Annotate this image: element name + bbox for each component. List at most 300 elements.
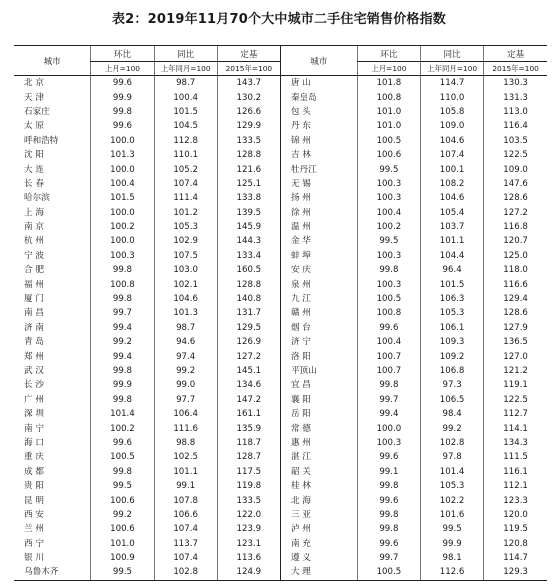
header-fixed-right: 定基 [484, 46, 547, 62]
mom-value-cell: 100.6 [91, 493, 154, 507]
mom-value-cell: 100.3 [357, 177, 420, 191]
yoy-value-cell: 105.3 [421, 306, 484, 320]
table-row [14, 177, 547, 191]
header-yoy-base-left: 上年同月=100 [154, 62, 217, 76]
city-name-cell: 大 理 [280, 565, 357, 580]
yoy-value-cell: 104.5 [154, 119, 217, 133]
table-row [14, 493, 547, 507]
yoy-value-cell: 106.5 [421, 393, 484, 407]
yoy-value-cell: 107.4 [154, 522, 217, 536]
mom-value-cell: 101.8 [357, 76, 420, 91]
yoy-value-cell: 110.1 [154, 148, 217, 162]
mom-value-cell: 100.2 [357, 220, 420, 234]
city-name-cell: 烟 台 [280, 321, 357, 335]
header-yoy-right: 同比 [421, 46, 484, 62]
fixed-value-cell: 127.2 [484, 206, 547, 220]
mom-value-cell: 99.5 [91, 565, 154, 580]
table-row [14, 522, 547, 536]
city-name-cell: 牡丹江 [280, 162, 357, 176]
table-row [14, 508, 547, 522]
yoy-value-cell: 98.7 [154, 76, 217, 91]
mom-value-cell: 100.9 [91, 551, 154, 565]
city-name-cell: 北 海 [280, 493, 357, 507]
header-mom-base-left: 上月=100 [91, 62, 154, 76]
city-name-cell: 南 充 [280, 537, 357, 551]
fixed-value-cell: 123.1 [217, 537, 280, 551]
header-yoy-left: 同比 [154, 46, 217, 62]
mom-value-cell: 100.3 [357, 277, 420, 291]
fixed-value-cell: 134.6 [217, 378, 280, 392]
city-name-cell: 大 连 [24, 164, 44, 175]
city-name-cell: 常 德 [280, 421, 357, 435]
mom-value-cell: 100.5 [357, 292, 420, 306]
mom-value-cell: 100.7 [357, 349, 420, 363]
city-name-cell: 沈 阳 [24, 150, 44, 161]
mom-value-cell: 100.8 [91, 277, 154, 291]
yoy-value-cell: 106.8 [421, 364, 484, 378]
yoy-value-cell: 104.6 [154, 292, 217, 306]
fixed-value-cell: 129.3 [484, 565, 547, 580]
yoy-value-cell: 102.8 [154, 565, 217, 580]
table-row [14, 349, 547, 363]
fixed-value-cell: 119.5 [484, 522, 547, 536]
yoy-value-cell: 113.7 [154, 537, 217, 551]
yoy-value-cell: 99.1 [154, 479, 217, 493]
city-name-cell: 遵 义 [280, 551, 357, 565]
table-row [14, 407, 547, 421]
mom-value-cell: 101.0 [357, 119, 420, 133]
yoy-value-cell: 99.2 [421, 421, 484, 435]
yoy-value-cell: 105.3 [421, 479, 484, 493]
yoy-value-cell: 109.2 [421, 349, 484, 363]
mom-value-cell: 101.3 [91, 148, 154, 162]
yoy-value-cell: 102.8 [421, 436, 484, 450]
mom-value-cell: 100.5 [357, 134, 420, 148]
fixed-value-cell: 140.8 [217, 292, 280, 306]
mom-value-cell: 100.3 [357, 249, 420, 263]
yoy-value-cell: 106.3 [421, 292, 484, 306]
table-row [14, 450, 547, 464]
fixed-value-cell: 118.0 [484, 263, 547, 277]
price-index-table [14, 45, 547, 581]
fixed-value-cell: 128.8 [217, 277, 280, 291]
yoy-value-cell: 106.1 [421, 321, 484, 335]
mom-value-cell: 99.8 [357, 479, 420, 493]
fixed-value-cell: 128.6 [484, 306, 547, 320]
yoy-value-cell: 107.8 [154, 493, 217, 507]
table-row [14, 162, 547, 176]
mom-value-cell: 99.9 [91, 378, 154, 392]
city-name-cell: 广 州 [24, 394, 44, 405]
fixed-value-cell: 130.2 [217, 90, 280, 104]
yoy-value-cell: 109.0 [421, 119, 484, 133]
city-name-cell: 岳 阳 [280, 407, 357, 421]
fixed-value-cell: 116.1 [484, 465, 547, 479]
table-row [14, 306, 547, 320]
fixed-value-cell: 117.5 [217, 465, 280, 479]
yoy-value-cell: 99.5 [421, 522, 484, 536]
table-row [14, 393, 547, 407]
yoy-value-cell: 112.8 [154, 134, 217, 148]
mom-value-cell: 100.4 [91, 177, 154, 191]
mom-value-cell: 99.8 [91, 105, 154, 119]
fixed-value-cell: 127.0 [484, 349, 547, 363]
city-name-cell: 包 头 [280, 105, 357, 119]
yoy-value-cell: 105.2 [154, 162, 217, 176]
table-row [14, 277, 547, 291]
yoy-value-cell: 105.3 [154, 220, 217, 234]
fixed-value-cell: 130.3 [484, 76, 547, 91]
city-name-cell: 南 宁 [24, 423, 44, 434]
table-row [14, 191, 547, 205]
mom-value-cell: 99.7 [91, 306, 154, 320]
fixed-value-cell: 119.8 [217, 479, 280, 493]
mom-value-cell: 99.5 [357, 234, 420, 248]
city-name-cell: 惠 州 [280, 436, 357, 450]
mom-value-cell: 99.8 [357, 378, 420, 392]
city-name-cell: 呼和浩特 [24, 135, 59, 146]
city-name-cell: 成 都 [24, 466, 44, 477]
mom-value-cell: 101.5 [91, 191, 154, 205]
fixed-value-cell: 136.5 [484, 335, 547, 349]
yoy-value-cell: 107.4 [154, 551, 217, 565]
table-row [14, 134, 547, 148]
table-row [14, 364, 547, 378]
fixed-value-cell: 109.0 [484, 162, 547, 176]
city-name-cell: 金 华 [280, 234, 357, 248]
mom-value-cell: 99.8 [91, 263, 154, 277]
table-row [14, 421, 547, 435]
mom-value-cell: 99.8 [91, 393, 154, 407]
yoy-value-cell: 102.5 [154, 450, 217, 464]
yoy-value-cell: 97.8 [421, 450, 484, 464]
fixed-value-cell: 120.8 [484, 537, 547, 551]
fixed-value-cell: 124.9 [217, 565, 280, 580]
yoy-value-cell: 111.6 [154, 421, 217, 435]
yoy-value-cell: 96.4 [421, 263, 484, 277]
fixed-value-cell: 118.7 [217, 436, 280, 450]
yoy-value-cell: 102.2 [421, 493, 484, 507]
table-row [14, 249, 547, 263]
city-name-cell: 襄 阳 [280, 393, 357, 407]
city-name-cell: 福 州 [24, 279, 44, 290]
fixed-value-cell: 123.3 [484, 493, 547, 507]
fixed-value-cell: 133.5 [217, 493, 280, 507]
table-body [14, 76, 547, 581]
mom-value-cell: 101.4 [91, 407, 154, 421]
city-name-cell: 重 庆 [24, 452, 44, 463]
city-name-cell: 乌鲁木齐 [14, 565, 91, 580]
table-row [14, 105, 547, 119]
mom-value-cell: 99.8 [357, 522, 420, 536]
fixed-value-cell: 128.7 [217, 450, 280, 464]
city-name-cell: 武 汉 [24, 366, 44, 376]
city-name-cell: 深 圳 [24, 409, 44, 420]
fixed-value-cell: 127.2 [217, 349, 280, 363]
table-row [14, 537, 547, 551]
fixed-value-cell: 128.8 [217, 148, 280, 162]
table-row [14, 119, 547, 133]
mom-value-cell: 100.7 [357, 364, 420, 378]
yoy-value-cell: 106.4 [154, 407, 217, 421]
city-name-cell: 九 江 [280, 292, 357, 306]
mom-value-cell: 99.7 [357, 393, 420, 407]
city-name-cell: 泉 州 [280, 277, 357, 291]
yoy-value-cell: 100.4 [154, 90, 217, 104]
city-name-cell: 温 州 [280, 220, 357, 234]
city-name-cell: 泸 州 [280, 522, 357, 536]
yoy-value-cell: 104.6 [421, 191, 484, 205]
city-name-cell: 合 肥 [24, 265, 44, 276]
city-name-cell: 西 宁 [24, 538, 44, 549]
city-name-cell: 石家庄 [24, 106, 50, 117]
yoy-value-cell: 103.0 [154, 263, 217, 277]
fixed-value-cell: 122.5 [484, 148, 547, 162]
city-name-cell: 上 海 [24, 207, 44, 218]
mom-value-cell: 100.3 [91, 249, 154, 263]
yoy-value-cell: 103.7 [421, 220, 484, 234]
city-name-cell: 三 亚 [280, 508, 357, 522]
yoy-value-cell: 99.9 [421, 537, 484, 551]
city-name-cell: 徐 州 [280, 206, 357, 220]
table-row [14, 76, 547, 91]
city-name-cell: 南 京 [24, 222, 44, 233]
mom-value-cell: 99.2 [91, 508, 154, 522]
fixed-value-cell: 135.9 [217, 421, 280, 435]
mom-value-cell: 99.8 [91, 465, 154, 479]
table-row [14, 206, 547, 220]
mom-value-cell: 99.7 [357, 551, 420, 565]
yoy-value-cell: 98.7 [154, 321, 217, 335]
fixed-value-cell: 161.1 [217, 407, 280, 421]
yoy-value-cell: 111.4 [154, 191, 217, 205]
mom-value-cell: 99.4 [357, 407, 420, 421]
fixed-value-cell: 126.6 [217, 105, 280, 119]
fixed-value-cell: 133.8 [217, 191, 280, 205]
fixed-value-cell: 131.7 [217, 306, 280, 320]
table-row [14, 263, 547, 277]
city-name-cell: 宁 波 [24, 250, 44, 261]
fixed-value-cell: 123.9 [217, 522, 280, 536]
city-name-cell: 杭 州 [24, 236, 44, 247]
city-name-cell: 无 锡 [280, 177, 357, 191]
city-name-cell: 桂 林 [280, 479, 357, 493]
fixed-value-cell: 125.1 [217, 177, 280, 191]
table-row [14, 234, 547, 248]
city-name-cell: 厦 门 [24, 294, 44, 305]
city-name-cell: 天 津 [24, 92, 44, 103]
mom-value-cell: 100.6 [91, 522, 154, 536]
mom-value-cell: 100.5 [357, 565, 420, 580]
table-row [14, 436, 547, 450]
header-fixed-left: 定基 [217, 46, 280, 62]
header-mom-right: 环比 [357, 46, 420, 62]
mom-value-cell: 99.1 [357, 465, 420, 479]
city-name-cell: 唐 山 [280, 76, 357, 91]
fixed-value-cell: 160.5 [217, 263, 280, 277]
fixed-value-cell: 139.5 [217, 206, 280, 220]
fixed-value-cell: 113.6 [217, 551, 280, 565]
yoy-value-cell: 99.0 [154, 378, 217, 392]
city-name-cell: 韶 关 [280, 465, 357, 479]
fixed-value-cell: 129.5 [217, 321, 280, 335]
city-name-cell: 蚌 埠 [280, 249, 357, 263]
city-name-cell: 贵 阳 [24, 481, 44, 492]
yoy-value-cell: 99.2 [154, 364, 217, 378]
fixed-value-cell: 112.7 [484, 407, 547, 421]
yoy-value-cell: 98.1 [421, 551, 484, 565]
mom-value-cell: 99.8 [91, 364, 154, 378]
fixed-value-cell: 116.6 [484, 277, 547, 291]
city-name-cell: 兰 州 [24, 524, 44, 535]
fixed-value-cell: 134.3 [484, 436, 547, 450]
table-row [14, 378, 547, 392]
fixed-value-cell: 111.5 [484, 450, 547, 464]
mom-value-cell: 99.8 [357, 508, 420, 522]
fixed-value-cell: 133.5 [217, 134, 280, 148]
city-name-cell: 宜 昌 [280, 378, 357, 392]
mom-value-cell: 101.0 [91, 537, 154, 551]
fixed-value-cell: 144.3 [217, 234, 280, 248]
city-name-cell: 长 沙 [24, 380, 44, 391]
yoy-value-cell: 101.5 [154, 105, 217, 119]
yoy-value-cell: 101.4 [421, 465, 484, 479]
fixed-value-cell: 145.9 [217, 220, 280, 234]
fixed-value-cell: 116.8 [484, 220, 547, 234]
mom-value-cell: 99.6 [91, 436, 154, 450]
mom-value-cell: 100.5 [91, 450, 154, 464]
mom-value-cell: 99.6 [357, 450, 420, 464]
mom-value-cell: 99.8 [357, 263, 420, 277]
yoy-value-cell: 107.4 [421, 148, 484, 162]
fixed-value-cell: 127.9 [484, 321, 547, 335]
city-name-cell: 平顶山 [280, 364, 357, 378]
fixed-value-cell: 121.2 [484, 364, 547, 378]
mom-value-cell: 100.4 [357, 335, 420, 349]
mom-value-cell: 99.2 [91, 335, 154, 349]
yoy-value-cell: 94.6 [154, 335, 217, 349]
mom-value-cell: 99.5 [357, 162, 420, 176]
header-mom-left: 环比 [91, 46, 154, 62]
fixed-value-cell: 133.4 [217, 249, 280, 263]
fixed-value-cell: 112.1 [484, 479, 547, 493]
city-name-cell: 安 庆 [280, 263, 357, 277]
table-row [14, 551, 547, 565]
city-name-cell: 锦 州 [280, 134, 357, 148]
yoy-value-cell: 107.4 [154, 177, 217, 191]
table-row [14, 220, 547, 234]
fixed-value-cell: 129.9 [217, 119, 280, 133]
city-name-cell: 洛 阳 [280, 349, 357, 363]
mom-value-cell: 100.3 [357, 191, 420, 205]
fixed-value-cell: 147.2 [217, 393, 280, 407]
city-name-cell: 丹 东 [280, 119, 357, 133]
mom-value-cell: 100.2 [91, 220, 154, 234]
yoy-value-cell: 97.7 [154, 393, 217, 407]
mom-value-cell: 100.0 [91, 206, 154, 220]
yoy-value-cell: 109.3 [421, 335, 484, 349]
fixed-value-cell: 125.0 [484, 249, 547, 263]
fixed-value-cell: 131.3 [484, 90, 547, 104]
table-row [14, 565, 547, 580]
city-name-cell: 赣 州 [280, 306, 357, 320]
mom-value-cell: 100.0 [91, 134, 154, 148]
yoy-value-cell: 98.4 [421, 407, 484, 421]
yoy-value-cell: 104.4 [421, 249, 484, 263]
city-name-cell: 银 川 [24, 553, 44, 564]
mom-value-cell: 99.4 [91, 349, 154, 363]
yoy-value-cell: 100.1 [421, 162, 484, 176]
city-name-cell: 哈尔滨 [24, 193, 50, 204]
yoy-value-cell: 101.1 [421, 234, 484, 248]
mom-value-cell: 100.0 [357, 421, 420, 435]
yoy-value-cell: 104.6 [421, 134, 484, 148]
fixed-value-cell: 114.7 [484, 551, 547, 565]
fixed-value-cell: 103.5 [484, 134, 547, 148]
mom-value-cell: 99.6 [91, 119, 154, 133]
header-fixed-base-left: 2015年=100 [217, 62, 280, 76]
table-row [14, 335, 547, 349]
mom-value-cell: 100.8 [357, 306, 420, 320]
fixed-value-cell: 145.1 [217, 364, 280, 378]
city-name-cell: 郑 州 [24, 351, 44, 362]
yoy-value-cell: 114.7 [421, 76, 484, 91]
yoy-value-cell: 102.1 [154, 277, 217, 291]
yoy-value-cell: 110.0 [421, 90, 484, 104]
mom-value-cell: 100.3 [357, 436, 420, 450]
fixed-value-cell: 128.6 [484, 191, 547, 205]
header-fixed-base-right: 2015年=100 [484, 62, 547, 76]
city-name-cell: 昆 明 [24, 495, 44, 506]
mom-value-cell: 100.0 [91, 234, 154, 248]
yoy-value-cell: 101.3 [154, 306, 217, 320]
mom-value-cell: 100.4 [357, 206, 420, 220]
city-name-cell: 青 岛 [24, 337, 44, 348]
city-name-cell: 扬 州 [280, 191, 357, 205]
fixed-value-cell: 129.4 [484, 292, 547, 306]
fixed-value-cell: 114.1 [484, 421, 547, 435]
yoy-value-cell: 101.2 [154, 206, 217, 220]
city-name-cell: 吉 林 [280, 148, 357, 162]
yoy-value-cell: 105.8 [421, 105, 484, 119]
table-row [14, 465, 547, 479]
table-row [14, 321, 547, 335]
mom-value-cell: 99.6 [357, 321, 420, 335]
mom-value-cell: 99.9 [91, 90, 154, 104]
fixed-value-cell: 147.6 [484, 177, 547, 191]
header-city-left: 城市 [14, 46, 91, 76]
city-name-cell: 湛 江 [280, 450, 357, 464]
mom-value-cell: 99.8 [91, 292, 154, 306]
mom-value-cell: 100.6 [357, 148, 420, 162]
city-name-cell: 海 口 [24, 437, 44, 448]
table-row [14, 292, 547, 306]
yoy-value-cell: 108.2 [421, 177, 484, 191]
mom-value-cell: 101.0 [357, 105, 420, 119]
fixed-value-cell: 113.0 [484, 105, 547, 119]
mom-value-cell: 99.4 [91, 321, 154, 335]
yoy-value-cell: 97.3 [421, 378, 484, 392]
fixed-value-cell: 119.1 [484, 378, 547, 392]
city-name-cell: 太 原 [24, 121, 44, 132]
fixed-value-cell: 120.7 [484, 234, 547, 248]
fixed-value-cell: 143.7 [217, 76, 280, 91]
yoy-value-cell: 102.9 [154, 234, 217, 248]
mom-value-cell: 99.6 [91, 76, 154, 91]
header-yoy-base-right: 上年同月=100 [421, 62, 484, 76]
mom-value-cell: 100.8 [357, 90, 420, 104]
fixed-value-cell: 121.6 [217, 162, 280, 176]
